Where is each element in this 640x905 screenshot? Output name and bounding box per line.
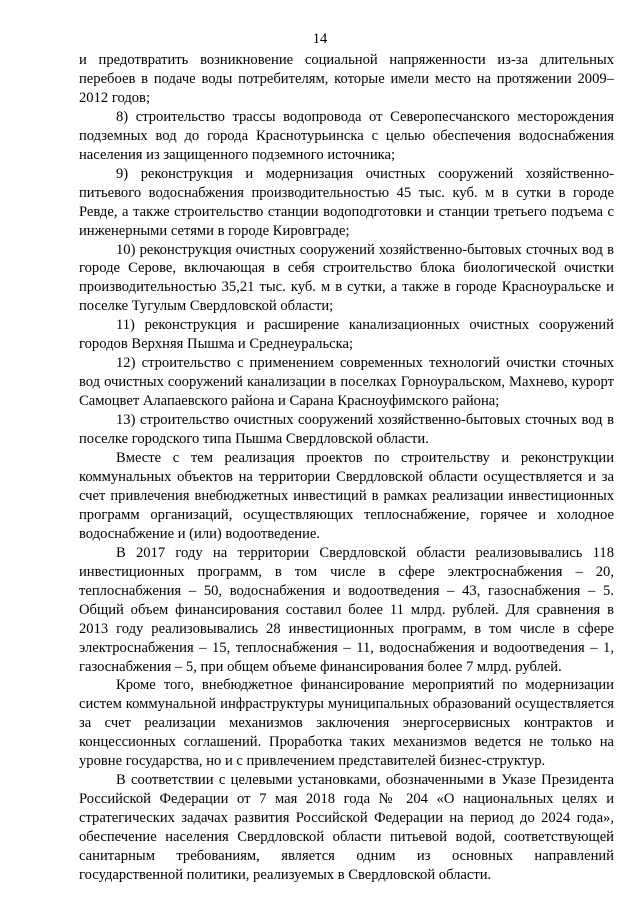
paragraph-investments: Вместе с тем реализация проектов по строительству и реконструкции коммунальных объектов на территории Свердловской области осуществляется и за счет привлечения внебюджетных инвестиций в рамках реализации инвестиционных программ организаций, осуществляющих теплоснабжение, горячее и холодное водоснабжение и (или) водоотведение. xyxy=(79,450,614,542)
list-item-8: 8) строительство трассы водопровода от Северопесчанского месторождения подземных вод до города Краснотурьинска с целью обеспечения водоснабжения населения из защищенного подземного источника; xyxy=(79,108,614,163)
list-item-11: 11) реконструкция и расширение канализационных очистных сооружений городов Верхняя Пышма и Среднеуральска; xyxy=(79,317,614,353)
list-item-10: 10) реконструкция очистных сооружений хозяйственно-бытовых сточных вод в городе Серове, включающая в себя строительство блока биологической очистки производительностью 35,21 тыс. куб. м в сутки, а также в городе Красноуральске и поселке Тугулым Свердловской области; xyxy=(79,241,614,315)
list-item-9: 9) реконструкция и модернизация очистных сооружений хозяйственно-питьевого водоснабжения производительностью 45 тыс. куб. м в сутки в городе Ревде, а также строительство станции водоподготовки и станции третьего подъема с инженерными сетями в городе Кировграде; xyxy=(79,165,614,239)
paragraph-presidential-decree: В соответствии с целевыми установками, обозначенными в Указе Президента Российской Федерации от 7 мая 2018 года № 204 «О национальных целях и стратегических задачах развития Российской Федерации на период до 2024 года», обеспечение населения Свердловской области питьевой водой, соответствующей санитарным требованиям, является одним из основных направлений государственной политики, реализуемых в Свердловской области. xyxy=(79,772,614,883)
paragraph-extrabudgetary: Кроме того, внебюджетное финансирование мероприятий по модернизации систем коммунальной инфраструктуры муниципальных образований осуществляется за счет реализации механизмов заключения энергосервисных контрактов и концессионных соглашений. Проработка таких механизмов ведется не только на уровне государства, но и с привлечением представителей бизнес-структур. xyxy=(79,677,614,770)
page-number: 14 xyxy=(312,31,328,47)
list-item-12: 12) строительство с применением современных технологий очистки сточных вод очистных сооружений канализации в поселках Горноуральском, Махнево, курорт Самоцвет Алапаевского района и Сарана Красноуфимского района; xyxy=(79,355,614,410)
body-text xyxy=(79,51,614,885)
list-item-13: 13) строительство очистных сооружений хозяйственно-бытовых сточных вод в поселке городского типа Пышма Свердловской области. xyxy=(79,412,614,448)
paragraph-continuation: и предотвратить возникновение социальной напряженности из-за длительных перебоев в подаче воды потребителям, которые имели место на протяжении 2009–2012 годов; xyxy=(79,52,614,106)
paragraph-2017-programs: В 2017 году на территории Свердловской области реализовывались 118 инвестиционных программ, в том числе в сфере электроснабжения – 20, теплоснабжения – 50, водоснабжения и водоотведения – 43, газоснабжения – 5. Общий объем финансирования составил более 11 млрд. рублей. Для сравнения в 2013 году реализовывались 28 инвестиционных программ, в том числе в сфере электроснабжения – 15, теплоснабжения – 11, водоснабжения и водоотведения – 1, газоснабжения – 5, при общем объеме финансирования более 7 млрд. рублей. xyxy=(79,544,614,675)
